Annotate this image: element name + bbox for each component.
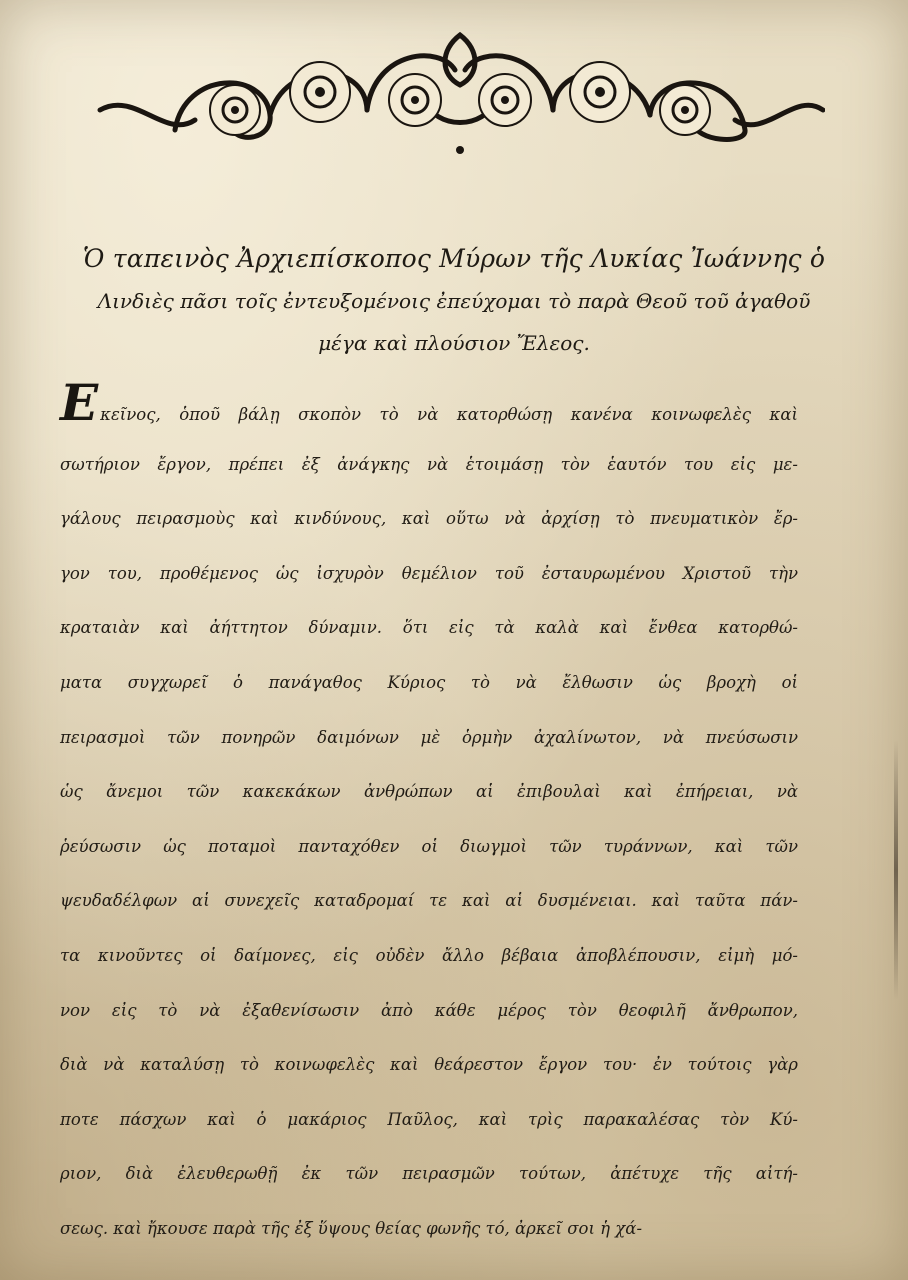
text-line: ριον, διὰ ἐλευθερωθῇ ἐκ τῶν πειρασμῶν τούτων, ἀπέτυχε τῆς αἰτή-: [60, 1164, 798, 1184]
first-line-text: κεῖνος, ὁποῦ βάλῃ σκοπὸν τὸ νὰ κατορθώσῃ κανένα κοινωφελὲς καὶ: [100, 405, 798, 424]
text-line: γάλους πειρασμοὺς καὶ κινδύνους, καὶ οὕτω νὰ ἀρχίσῃ τὸ πνευματικὸν ἔρ-: [60, 509, 798, 529]
title-line: μέγα καὶ πλούσιον Ἔλεος.: [318, 331, 590, 355]
text-line: ματα συγχωρεῖ ὁ πανάγαθος Κύριος τὸ νὰ ἔλθωσιν ὡς βροχὴ οἱ: [60, 672, 798, 692]
text-line: τα κινοῦντες οἱ δαίμονες, εἰς οὐδὲν ἄλλο βέβαια ἀποβλέπουσιν, εἰμὴ μό-: [60, 945, 798, 965]
text-line: κραταιὰν καὶ ἀήττητον δύναμιν. ὅτι εἰς τὰ καλὰ καὶ ἔνθεα κατορθώ-: [60, 618, 798, 638]
title-line: Ὁ ταπεινὸς Ἀρχιεπίσκοπος Μύρων τῆς Λυκίας Ἰωάννης ὁ: [82, 244, 826, 273]
title-block: [40, 238, 868, 364]
text-line: νον εἰς τὸ νὰ ἐξαθενίσωσιν ἀπὸ κάθε μέρος τὸν θεοφιλῆ ἄνθρωπον,: [60, 1000, 798, 1020]
first-line: [60, 373, 798, 438]
text-line: ῥεύσωσιν ὡς ποταμοὶ πανταχόθεν οἱ διωγμοὶ τῶν τυράννων, καὶ τῶν: [60, 836, 798, 856]
body-text: [60, 373, 798, 1257]
text-line: σεως. καὶ ἤκουσε παρὰ τῆς ἐξ ὕψους θείας φωνῆς τό, ἀρκεῖ σοι ἡ χά-: [60, 1218, 643, 1238]
drop-cap: Ε: [60, 373, 99, 432]
paper-crease: [894, 740, 898, 1000]
text-line: γον του, προθέμενος ὡς ἰσχυρὸν θεμέλιον τοῦ ἐσταυρωμένου Χριστοῦ τὴν: [60, 563, 798, 583]
title-line: Λινδιὲς πᾶσι τοῖς ἐντευξομένοις ἐπεύχομαι τὸ παρὰ Θεοῦ τοῦ ἀγαθοῦ: [97, 289, 811, 313]
text-line: ποτε πάσχων καὶ ὁ μακάριος Παῦλος, καὶ τρὶς παρακαλέσας τὸν Κύ-: [60, 1109, 798, 1129]
text-line: σωτήριον ἔργον, πρέπει ἐξ ἀνάγκης νὰ ἑτοιμάσῃ τὸν ἑαυτόν του εἰς με-: [60, 454, 798, 474]
text-line: ψευδαδέλφων αἱ συνεχεῖς καταδρομαί τε καὶ αἱ δυσμένειαι. καὶ ταῦτα πάν-: [60, 891, 798, 911]
text-line: διὰ νὰ καταλύσῃ τὸ κοινωφελὲς καὶ θεάρεστον ἔργον του· ἐν τούτοις γὰρ: [60, 1055, 798, 1075]
ornamental-headpiece: [95, 30, 825, 170]
text-line: πειρασμοὶ τῶν πονηρῶν δαιμόνων μὲ ὁρμὴν ἀχαλίνωτον, νὰ πνεύσωσιν: [60, 727, 798, 747]
text-line: ὡς ἄνεμοι τῶν κακεκάκων ἀνθρώπων αἱ ἐπιβουλαὶ καὶ ἐπήρειαι, νὰ: [60, 782, 798, 802]
